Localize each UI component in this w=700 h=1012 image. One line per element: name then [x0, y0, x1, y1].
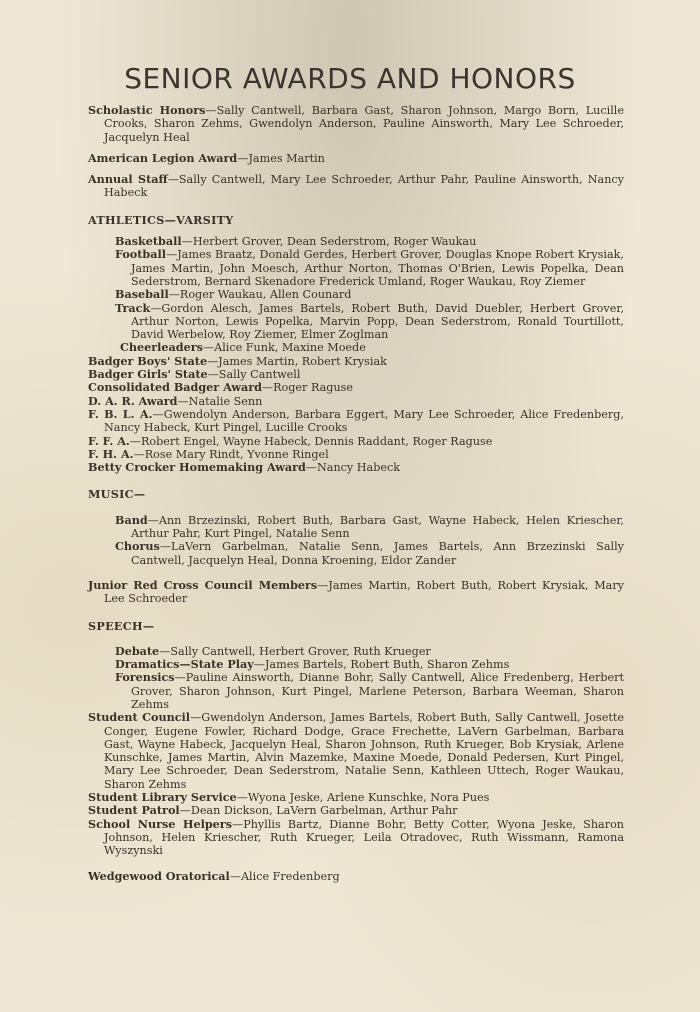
entry-dramatics: Dramatics—State Play—James Bartels, Robert Buth, Sharon Zehms [115, 657, 510, 672]
entry-baseball: Baseball—Roger Waukau, Allen Counard [115, 287, 352, 302]
entry-chorus: Chorus—LaVern Garbelman, Natalie Senn, James Bartels, Ann Brzezinski Sally Cantwell, Jacquelyn Heal, Donna Kroening, Eldor Zander [115, 539, 624, 567]
entry-football: Football—James Braatz, Donald Gerdes, Herbert Grover, Douglas Knope Robert Krysiak, James Martin, John Moesch, Arthur Norton, Thomas O'Brien, Lewis Popelka, Dean Sederstrom, Bernard Skenadore Frederick Umland, Roger Waukau, Roy Ziemer [115, 247, 624, 288]
section-heading-athletics: ATHLETICS—VARSITY [88, 212, 234, 227]
entry-ffa: F. F. A.—Robert Engel, Wayne Habeck, Dennis Raddant, Roger Raguse [88, 433, 493, 448]
entry-fha: F. H. A.—Rose Mary Rindt, Yvonne Ringel [88, 446, 329, 461]
entry-consolidated-badger: Consolidated Badger Award—Roger Raguse [88, 380, 354, 395]
entry-student-library: Student Library Service—Wyona Jeske, Arlene Kunschke, Nora Pues [88, 790, 490, 805]
entry-debate: Debate—Sally Cantwell, Herbert Grover, Ruth Krueger [115, 643, 431, 658]
entry-dar-award: D. A. R. Award—Natalie Senn [88, 393, 263, 408]
entry-cheerleaders: Cheerleaders—Alice Funk, Maxine Moede [120, 340, 366, 355]
section-heading-music: MUSIC— [88, 487, 146, 502]
entry-track: Track—Gordon Alesch, James Bartels, Robert Buth, David Duebler, Herbert Grover, Arthur Norton, Lewis Popelka, Marvin Popp, Dean Sederstrom, Ronald Tourtillott, David Werbelow, Roy Ziemer, Elmer Zoglman [115, 300, 624, 342]
entry-junior-red-cross: Junior Red Cross Council Members—James Martin, Robert Buth, Robert Krysiak, Mary Lee Schroeder [88, 577, 624, 606]
entry-band: Band—Ann Brzezinski, Robert Buth, Barbara Gast, Wayne Habeck, Helen Kriescher, Arthur Pahr, Kurt Pingel, Natalie Senn [115, 512, 624, 541]
entry-betty-crocker: Betty Crocker Homemaking Award—Nancy Habeck [88, 460, 401, 475]
entry-student-patrol: Student Patrol—Dean Dickson, LaVern Garbelman, Arthur Pahr [88, 803, 458, 818]
entry-badger-girls-state: Badger Girls' State—Sally Cantwell [88, 367, 301, 382]
entry-annual-staff: Annual Staff—Sally Cantwell, Mary Lee Schroeder, Arthur Pahr, Pauline Ainsworth, Nancy Habeck [88, 172, 624, 200]
entry-badger-boys-state: Badger Boys' State—James Martin, Robert Krysiak [88, 353, 387, 368]
entry-forensics: Forensics—Pauline Ainsworth, Dianne Bohr, Sally Cantwell, Alice Fredenberg, Herbert Grover, Sharon Johnson, Kurt Pingel, Marlene Peterson, Barbara Weeman, Sharon Zehms [115, 670, 624, 711]
entry-student-council: Student Council—Gwendolyn Anderson, James Bartels, Robert Buth, Sally Cantwell, Josette Conger, Eugene Fowler, Richard Dodge, Grace Frechette, LaVern Garbelman, Barbara Gast, Wayne Habeck, Jacquelyn Heal, Sharon Johnson, Ruth Krueger, Bob Krysiak, Arlene Kunschke, James Martin, Alvin Mazemke, Maxine Moede, Donald Pedersen, Kurt Pingel, Mary Lee Schroeder, Dean Sederstrom, Natalie Senn, Kathleen Uttech, Roger Waukau, Sharon Zehms [88, 710, 624, 791]
entry-american-legion: American Legion Award—James Martin [88, 150, 325, 165]
awards-list [88, 104, 624, 883]
section-heading-speech: SPEECH— [88, 618, 155, 633]
entry-fbla: F. B. L. A.—Gwendolyn Anderson, Barbara Eggert, Mary Lee Schroeder, Alice Fredenberg, Nancy Habeck, Kurt Pingel, Lucille Crooks [88, 406, 624, 435]
entry-school-nurse-helpers: School Nurse Helpers—Phyllis Bartz, Dianne Bohr, Betty Cotter, Wyona Jeske, Sharon Johnson, Helen Kriescher, Ruth Krueger, Leila Otradovec, Ruth Wissmann, Ramona Wyszynski [88, 816, 625, 858]
entry-basketball: Basketball—Herbert Grover, Dean Sederstrom, Roger Waukau [115, 234, 477, 249]
entry-scholastic-honors: Scholastic Honors—Sally Cantwell, Barbara Gast, Sharon Johnson, Margo Born, Lucille Crooks, Sharon Zehms, Gwendolyn Anderson, Pauline Ainsworth, Mary Lee Schroeder, Jacquelyn Heal [88, 103, 625, 144]
page-title: SENIOR AWARDS AND HONORS [124, 62, 576, 95]
entry-wedgewood-oratorical: Wedgewood Oratorical—Alice Fredenberg [88, 868, 340, 883]
